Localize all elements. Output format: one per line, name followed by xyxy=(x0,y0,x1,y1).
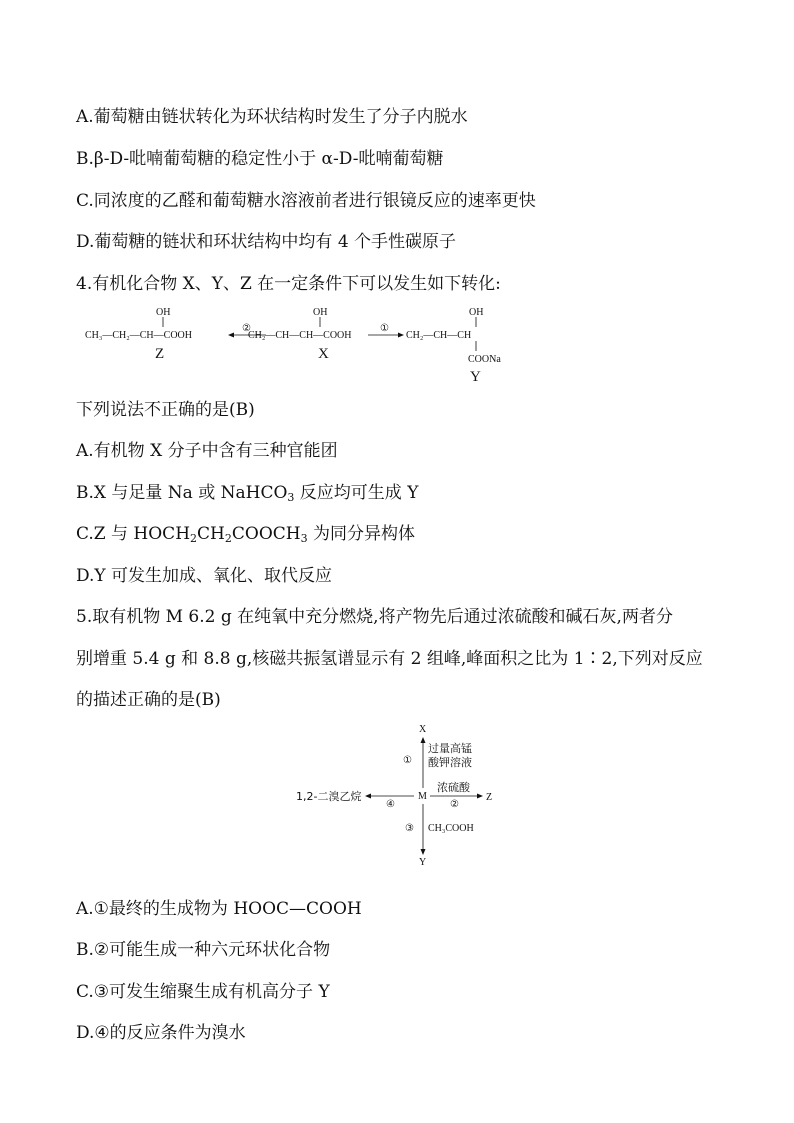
reaction-4-label: ④ xyxy=(386,799,395,810)
reaction-1-cond-1: 过量高锰 xyxy=(428,742,472,755)
q3-option-c: C.同浓度的乙醛和葡萄糖水溶液前者进行银镜反应的速率更快 xyxy=(76,191,536,211)
q3-option-b: B.β-D-吡喃葡萄糖的稳定性小于 α-D-吡喃葡萄糖 xyxy=(76,149,444,169)
z-formula: CH₃—CH₂—CH—COOH xyxy=(85,330,192,341)
q5-option-c: C.③可发生缩聚生成有机高分子 Y xyxy=(76,982,330,1002)
q5-option-d: D.④的反应条件为溴水 xyxy=(76,1023,246,1043)
dibromoethane-product: 1,2-二溴乙烷 xyxy=(296,790,362,803)
reaction-3-cond: CH₃COOH xyxy=(428,823,474,834)
q4-option-a: A.有机物 X 分子中含有三种官能团 xyxy=(76,441,338,461)
q4-option-b: B.X 与足量 Na 或 NaHCO$_3$ 反应均可生成 Y xyxy=(76,483,419,504)
arrow-2-label: ② xyxy=(242,323,251,334)
arrow-2-head xyxy=(228,333,234,338)
z-oh-label: OH xyxy=(156,307,171,318)
x-formula: CH₂—CH—CH—COOH xyxy=(248,330,352,341)
reaction-3-label: ③ xyxy=(405,823,414,834)
reaction-2-cond: 浓硫酸 xyxy=(437,781,470,794)
x-label: X xyxy=(318,346,329,362)
reaction-2-label: ② xyxy=(450,799,459,810)
arrow-up-head xyxy=(421,737,426,743)
q4-option-c: C.Z 与 $HOCH_2CH_2COOCH_3$ 为同分异构体 xyxy=(76,524,415,545)
y-oh-label: OH xyxy=(469,307,484,318)
z-label: Z xyxy=(155,346,165,362)
q5-stem-line-2: 别增重 5.4 g 和 8.8 g,核磁共振氢谱显示有 2 组峰,峰面积之比为 1∶2,下列对反应 xyxy=(76,649,703,669)
q5-stem-line-1: 5.取有机物 M 6.2 g 在纯氧中充分燃烧,将产物先后通过浓硫酸和碱石灰,两者分 xyxy=(76,607,673,627)
q5-stem-line-3: 的描述正确的是(B) xyxy=(76,690,221,710)
q5-option-b: B.②可能生成一种六元环状化合物 xyxy=(76,940,331,960)
y-coona: COONa xyxy=(468,354,501,365)
z-product: Z xyxy=(486,792,493,803)
q3-option-a: A.葡萄糖由链状转化为环状结构时发生了分子内脱水 xyxy=(76,107,468,127)
y-label: Y xyxy=(470,369,481,385)
q4-reaction-scheme xyxy=(80,302,540,386)
reaction-1-label: ① xyxy=(403,755,412,766)
arrow-right-head xyxy=(477,794,483,799)
x-product: X xyxy=(419,724,427,735)
q5-option-a: A.①最终的生成物为 HOOC—COOH xyxy=(76,899,362,919)
q5-reaction-diagram xyxy=(280,718,520,868)
x-oh-label: OH xyxy=(313,307,328,318)
arrow-down-head xyxy=(421,849,426,855)
y-formula: CH₂—CH—CH xyxy=(406,330,472,341)
arrow-1-label: ① xyxy=(380,323,389,334)
y-product: Y xyxy=(419,857,427,868)
q4-stem: 4.有机化合物 X、Y、Z 在一定条件下可以发生如下转化: xyxy=(76,274,501,294)
q4-prompt: 下列说法不正确的是(B) xyxy=(76,400,255,420)
q3-option-d: D.葡萄糖的链状和环状结构中均有 4 个手性碳原子 xyxy=(76,232,457,252)
arrow-1-head xyxy=(398,333,404,338)
m-center: M xyxy=(418,791,427,802)
reaction-1-cond-2: 酸钾溶液 xyxy=(428,756,472,769)
arrow-left-head xyxy=(365,794,371,799)
q4-option-d: D.Y 可发生加成、氧化、取代反应 xyxy=(76,566,333,586)
